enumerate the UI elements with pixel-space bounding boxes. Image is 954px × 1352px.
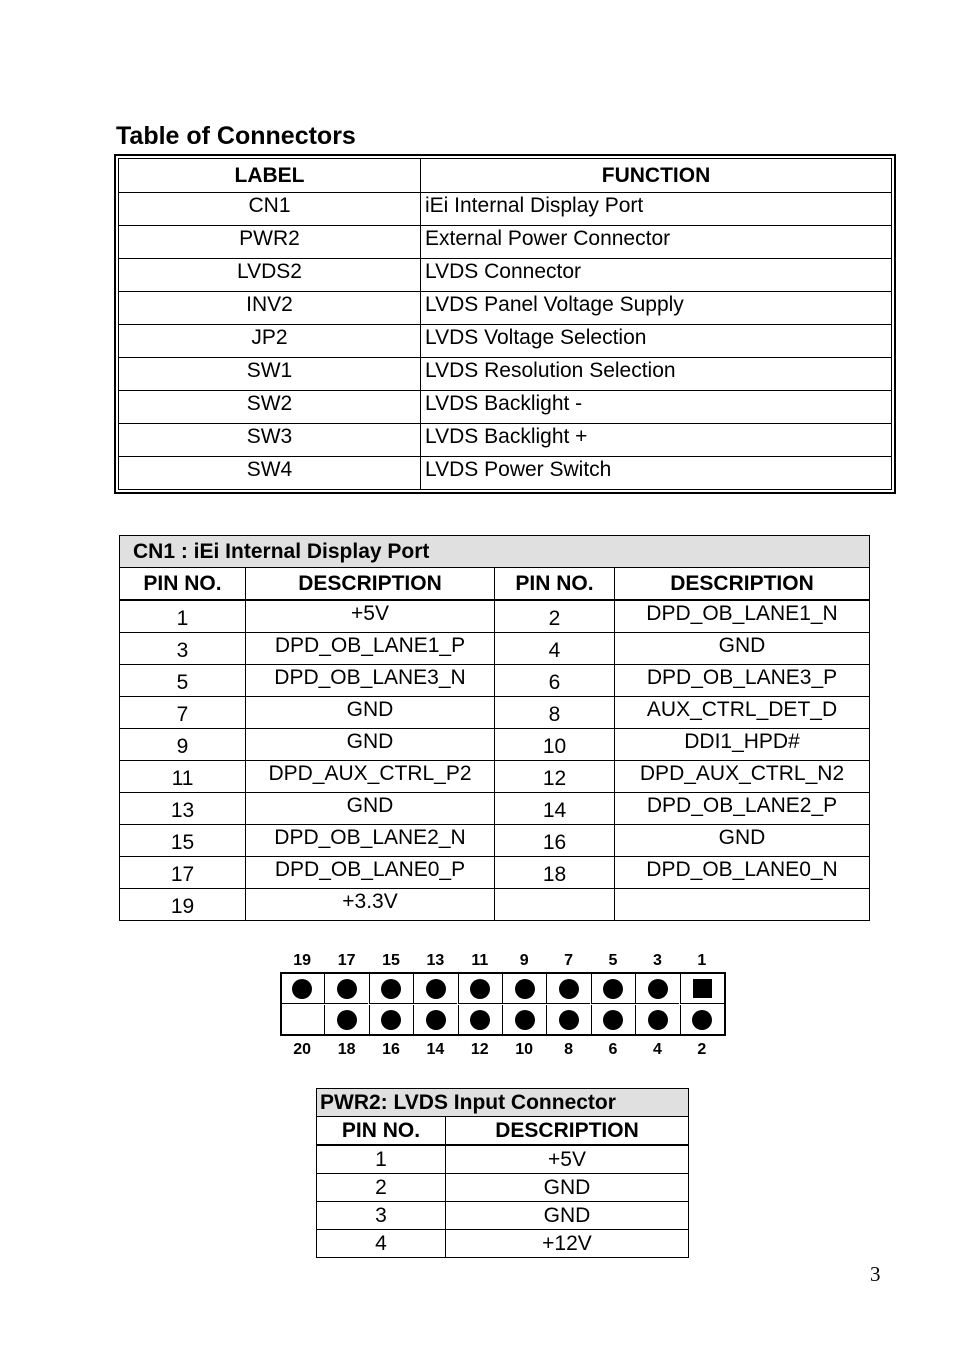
- pin-label-bottom: 10: [515, 1041, 534, 1058]
- cn1-caption-row: [120, 536, 870, 568]
- pin-label-top: 15: [382, 952, 400, 969]
- connectors-header-row: [119, 159, 892, 193]
- cn1-pin-number: 15: [120, 825, 246, 857]
- cn1-pin-number: 1: [120, 600, 246, 633]
- pwr2-pin-description: +12V: [446, 1230, 689, 1258]
- cn1-pin-description: GND: [246, 793, 495, 825]
- cn1-pin-description: DDI1_HPD#: [615, 729, 870, 761]
- cn1-header-pin-1: PIN NO.: [120, 568, 246, 601]
- cn1-pin-number: [495, 889, 615, 921]
- cn1-pin-number: 14: [495, 793, 615, 825]
- connector-function: External Power Connector: [421, 226, 892, 259]
- cn1-pin-description: DPD_OB_LANE0_N: [615, 857, 870, 889]
- cn1-pin-description: GND: [246, 697, 495, 729]
- cn1-pin-description: DPD_OB_LANE0_P: [246, 857, 495, 889]
- pin-round-icon: [381, 1010, 401, 1030]
- connector-function: iEi Internal Display Port: [421, 193, 892, 226]
- cn1-header-row: [120, 568, 870, 601]
- pwr2-pin-number: 3: [317, 1202, 446, 1230]
- pwr2-pin-number: 1: [317, 1145, 446, 1174]
- connector-row: [119, 457, 892, 490]
- cn1-pin-description: DPD_AUX_CTRL_P2: [246, 761, 495, 793]
- cn1-row: [120, 857, 870, 889]
- pin-round-icon: [559, 979, 579, 999]
- pin-cell: [458, 974, 502, 1004]
- pwr2-row: [317, 1145, 689, 1174]
- cn1-pin-number: 13: [120, 793, 246, 825]
- pin-round-icon: [692, 1010, 712, 1030]
- pin-label-top: 1: [697, 952, 707, 969]
- cn1-pin-number: 18: [495, 857, 615, 889]
- pin-cell: [502, 974, 546, 1004]
- cn1-pin-description: DPD_OB_LANE3_P: [615, 665, 870, 697]
- connectors-table: [118, 158, 892, 490]
- cn1-pin-number: 16: [495, 825, 615, 857]
- pin-round-icon: [292, 979, 312, 999]
- pin-cell: [680, 1005, 724, 1035]
- pwr2-table: [316, 1088, 689, 1258]
- pin-label-top: 9: [519, 952, 529, 969]
- cn1-row: [120, 761, 870, 793]
- connector-function: LVDS Voltage Selection: [421, 325, 892, 358]
- cn1-header-desc-1: DESCRIPTION: [246, 568, 495, 601]
- cn1-row: [120, 697, 870, 729]
- pin-cell: [680, 974, 724, 1004]
- cn1-pin-number: 6: [495, 665, 615, 697]
- pin-round-icon: [470, 1010, 490, 1030]
- pin-round-icon: [381, 979, 401, 999]
- pin-cell: [324, 1005, 368, 1035]
- pin-grid: [280, 972, 726, 1036]
- label-header: LABEL: [119, 159, 421, 193]
- pwr2-caption: PWR2: LVDS Input Connector: [317, 1089, 689, 1117]
- pin-label-bottom: 6: [608, 1041, 618, 1058]
- cn1-pin-description: GND: [246, 729, 495, 761]
- pin-round-icon: [559, 1010, 579, 1030]
- connector-label: INV2: [119, 292, 421, 325]
- pin-cell: [546, 1005, 590, 1035]
- connectors-table-frame: [114, 154, 896, 494]
- pin-round-icon: [515, 979, 535, 999]
- cn1-pin-description: DPD_AUX_CTRL_N2: [615, 761, 870, 793]
- pin-label-bottom: 8: [564, 1041, 574, 1058]
- pin-label-bottom: 18: [337, 1041, 356, 1058]
- pin-cell: [280, 974, 324, 1004]
- pin-cell: [502, 1005, 546, 1035]
- cn1-pin-number: 5: [120, 665, 246, 697]
- connector-label: CN1: [119, 193, 421, 226]
- connector-label: SW1: [119, 358, 421, 391]
- connector-function: LVDS Connector: [421, 259, 892, 292]
- cn1-row: [120, 793, 870, 825]
- pwr2-caption-row: [317, 1089, 689, 1117]
- pin-round-icon: [337, 979, 357, 999]
- connector-row: [119, 259, 892, 292]
- connector-row: [119, 292, 892, 325]
- cn1-pin-number: 10: [495, 729, 615, 761]
- cn1-pin-description: DPD_OB_LANE2_N: [246, 825, 495, 857]
- pin-cell: [413, 1005, 457, 1035]
- cn1-header-desc-2: DESCRIPTION: [615, 568, 870, 601]
- connector-function: LVDS Backlight +: [421, 424, 892, 457]
- pin-label-bottom: 20: [293, 1041, 312, 1058]
- cn1-pin-description: +3.3V: [246, 889, 495, 921]
- connector-row: [119, 226, 892, 259]
- pin-label-bottom: 16: [382, 1041, 400, 1058]
- page-number: 3: [870, 1262, 881, 1286]
- cn1-table: [119, 535, 870, 921]
- pin-cell: [280, 1005, 324, 1035]
- pin-label-top: 11: [471, 952, 489, 969]
- cn1-pin-description: GND: [615, 633, 870, 665]
- pin-cell: [635, 1005, 679, 1035]
- cn1-row: [120, 825, 870, 857]
- connector-label: LVDS2: [119, 259, 421, 292]
- cn1-pin-description: +5V: [246, 600, 495, 633]
- connector-row: [119, 391, 892, 424]
- connector-function: LVDS Backlight -: [421, 391, 892, 424]
- pin-round-icon: [648, 979, 668, 999]
- pin-cell: [546, 974, 590, 1004]
- pin-round-icon: [515, 1010, 535, 1030]
- cn1-row: [120, 633, 870, 665]
- pin-square-icon: [693, 979, 712, 998]
- connector-function: LVDS Panel Voltage Supply: [421, 292, 892, 325]
- connector-row: [119, 193, 892, 226]
- pin-round-icon: [603, 1010, 623, 1030]
- pwr2-pin-description: GND: [446, 1202, 689, 1230]
- pwr2-row: [317, 1230, 689, 1258]
- pin-round-icon: [337, 1010, 357, 1030]
- pin-label-top: 3: [652, 952, 662, 969]
- cn1-pin-number: 8: [495, 697, 615, 729]
- cn1-row: [120, 729, 870, 761]
- pwr2-pin-description: +5V: [446, 1145, 689, 1174]
- cn1-pin-description: [615, 889, 870, 921]
- pin-cell: [591, 1005, 635, 1035]
- cn1-pin-number: 7: [120, 697, 246, 729]
- cn1-row: [120, 889, 870, 921]
- cn1-row: [120, 600, 870, 633]
- pin-cell: [369, 1005, 413, 1035]
- pin-label-top: 5: [608, 952, 618, 969]
- page-title: Table of Connectors: [116, 122, 356, 150]
- cn1-pin-number: 17: [120, 857, 246, 889]
- cn1-pin-number: 12: [495, 761, 615, 793]
- pin-label-top: 7: [564, 952, 574, 969]
- cn1-pin-number: 19: [120, 889, 246, 921]
- connector-row: [119, 358, 892, 391]
- pin-cell: [591, 974, 635, 1004]
- pin-label-bottom: 14: [426, 1041, 445, 1058]
- pin-label-top: 19: [293, 952, 312, 969]
- cn1-pin-number: 3: [120, 633, 246, 665]
- connector-row: [119, 325, 892, 358]
- cn1-pin-number: 4: [495, 633, 615, 665]
- pwr2-header-row: [317, 1117, 689, 1146]
- function-header: FUNCTION: [421, 159, 892, 193]
- connector-label: JP2: [119, 325, 421, 358]
- pwr2-row: [317, 1174, 689, 1202]
- cn1-pin-description: DPD_OB_LANE2_P: [615, 793, 870, 825]
- pwr2-row: [317, 1202, 689, 1230]
- pwr2-header-desc: DESCRIPTION: [446, 1117, 689, 1146]
- connector-label: PWR2: [119, 226, 421, 259]
- pin-round-icon: [470, 979, 490, 999]
- pwr2-pin-number: 4: [317, 1230, 446, 1258]
- pin-round-icon: [603, 979, 623, 999]
- pin-cell: [458, 1005, 502, 1035]
- connector-row: [119, 424, 892, 457]
- pin-cell: [635, 974, 679, 1004]
- pin-round-icon: [426, 979, 446, 999]
- pin-label-top: 17: [337, 952, 356, 969]
- connector-function: LVDS Power Switch: [421, 457, 892, 490]
- pin-label-bottom: 12: [470, 1041, 489, 1058]
- connector-label: SW4: [119, 457, 421, 490]
- pin-label-bottom: 4: [652, 1041, 662, 1058]
- cn1-row: [120, 665, 870, 697]
- pin-round-icon: [648, 1010, 668, 1030]
- pin-label-top: 13: [426, 952, 445, 969]
- cn1-pin-description: DPD_OB_LANE3_N: [246, 665, 495, 697]
- cn1-pin-description: AUX_CTRL_DET_D: [615, 697, 870, 729]
- pin-cell: [369, 974, 413, 1004]
- connector-label: SW3: [119, 424, 421, 457]
- cn1-pin-number: 9: [120, 729, 246, 761]
- pwr2-header-pin: PIN NO.: [317, 1117, 446, 1146]
- pwr2-pin-description: GND: [446, 1174, 689, 1202]
- pwr2-pin-number: 2: [317, 1174, 446, 1202]
- cn1-pin-description: DPD_OB_LANE1_P: [246, 633, 495, 665]
- pin-label-bottom: 2: [697, 1041, 707, 1058]
- cn1-pin-number: 2: [495, 600, 615, 633]
- connector-label: SW2: [119, 391, 421, 424]
- pin-cell: [324, 974, 368, 1004]
- cn1-pin-number: 11: [120, 761, 246, 793]
- pin-round-icon: [426, 1010, 446, 1030]
- cn1-header-pin-2: PIN NO.: [495, 568, 615, 601]
- pin-cell: [413, 974, 457, 1004]
- cn1-pin-description: GND: [615, 825, 870, 857]
- connector-function: LVDS Resolution Selection: [421, 358, 892, 391]
- cn1-pin-description: DPD_OB_LANE1_N: [615, 600, 870, 633]
- cn1-caption: CN1 : iEi Internal Display Port: [120, 536, 870, 568]
